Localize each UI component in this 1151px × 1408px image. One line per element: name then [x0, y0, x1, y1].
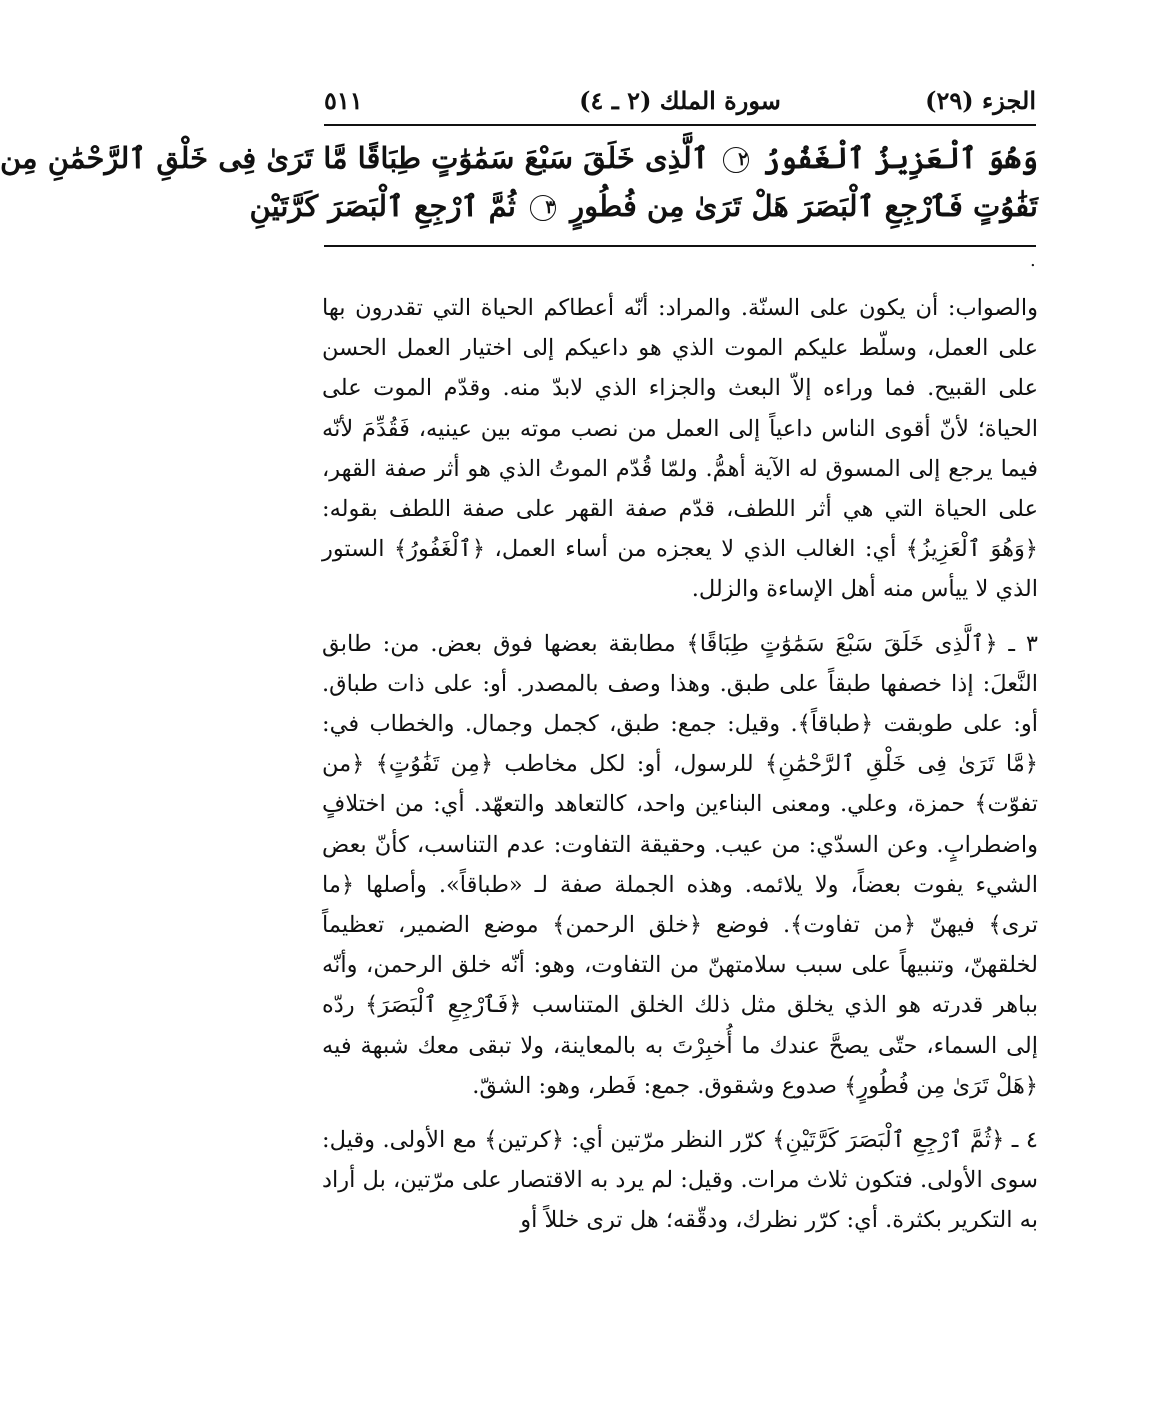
juz-label: الجزء (٢٩): [925, 86, 1036, 115]
commentary-paragraph-2: ٣ ـ ﴿ٱلَّذِى خَلَقَ سَبْعَ سَمَٰوَٰتٍ طِبَاقًا﴾ مطابقة بعضها فوق بعض. من: طابق النَّعلَ: إذا خصفها طبقاً على طبق. وهذا وصف بالمصدر. أو: على ذات طباق. أو: على طوبقت ﴿طباقاً﴾. وقيل: جمع: طبق، كجمل وجمال. والخطاب في: ﴿مَّا تَرَىٰ فِى خَلْقِ ٱلرَّحْمَٰنِ﴾ للرسول، أو: لكل مخاطب ﴿مِن تَفَٰوُتٍ﴾ ﴿من تفوّت﴾ حمزة، وعلي. ومعنى البناءين واحد، كالتعاهد والتعهّد. أي: من اختلافٍ واضطرابٍ. وعن السدّي: من عيب. وحقيقة التفاوت: عدم التناسب، كأنّ بعض الشيء يفوت بعضاً، ولا يلائمه. وهذه الجملة صفة لـ «طباقاً». وأصلها ﴿ما ترى﴾ فيهنّ ﴿من تفاوت﴾. فوضع ﴿خلق الرحمن﴾ موضع الضمير، تعظيماً لخلقهنّ، وتنبيهاً على سبب سلامتهنّ من التفاوت، وهو: أنّه خلق الرحمن، وأنّه بباهر قدرته هو الذي يخلق مثل ذلك الخلق المتناسب ﴿فَٱرْجِعِ ٱلْبَصَرَ﴾ ردّه إلى السماء، حتّى يصحَّ عندك ما أُخبِرْتَ به بالمعاينة، ولا تبقى معك شبهة فيه ﴿هَلْ تَرَىٰ مِن فُطُورٍ﴾ صدوع وشقوق. جمع: فَطر، وهو: الشقّ.: [322, 630, 1038, 1099]
quran-verses: [0, 136, 1038, 232]
ayah-number-mark: ٣: [530, 195, 556, 221]
commentary-paragraph-1: والصواب: أن يكون على السنّة. والمراد: أنّه أعطاكم الحياة التي تقدرون بها على العمل، وسلّط عليكم الموت الذي هو داعيكم إلى اختيار العمل الحسن على القبيح. فما وراءه إلاّ البعث والجزاء الذي لابدّ منه. وقدّم الموت على الحياة؛ لأنّ أقوى الناس داعياً إلى العمل من نصب موته بين عينيه، فَقُدِّمَ لأنّه فيما يرجع إلى المسوق له الآية أهمُّ. ولمّا قُدّم الموتُ الذي هو أثر صفة القهر، على الحياة التي هي أثر اللطف، قدّم صفة القهر على صفة اللطف بقوله: ﴿وَهُوَ ٱلْعَزِيزُ﴾ أي: الغالب الذي لا يعجزه من أساء العمل، ﴿ٱلْغَفُورُ﴾ الستور الذي لا ييأس منه أهل الإساءة والزلل.: [322, 295, 1038, 603]
commentary-paragraph-3: ٤ ـ ﴿ثُمَّ ٱرْجِعِ ٱلْبَصَرَ كَرَّتَيْنِ﴾ كرّر النظر مرّتين أي: ﴿كرتين﴾ مع الأولى. وقيل: سوى الأولى. فتكون ثلاث مرات. وقيل: لم يرد به الاقتصار على مرّتين، بل أراد به التكرير بكثرة. أي: كرّر نظرك، ودقّقه؛ هل ترى خللاً أو: [322, 1127, 1038, 1234]
ayah-number-mark: ٢: [723, 147, 749, 173]
verses-rule: [324, 245, 1036, 247]
verse-line-2: [249, 184, 1038, 232]
surah-title: سورة الملك (٢ ـ ٤): [579, 86, 781, 115]
verse-text: وَهُوَ ٱلْعَزِيزُ ٱلْغَفُورُ: [762, 141, 1038, 175]
page-number: ٥١١: [324, 86, 363, 115]
separator-dot: .: [1030, 250, 1036, 271]
header-rule: [324, 124, 1036, 126]
verse-text: تَفَٰوُتٍ فَٱرْجِعِ ٱلْبَصَرَ هَلْ تَرَىٰ مِن فُطُورٍ: [570, 189, 1038, 223]
commentary-text: [322, 288, 1038, 1255]
verse-text: ٱلَّذِى خَلَقَ سَبْعَ سَمَٰوَٰتٍ طِبَاقًا مَّا تَرَىٰ فِى خَلْقِ ٱلرَّحْمَٰنِ مِن: [0, 141, 709, 175]
verse-line-1: [0, 136, 1038, 184]
page-header: [324, 84, 1036, 122]
verse-text: ثُمَّ ٱرْجِعِ ٱلْبَصَرَ كَرَّتَيْنِ: [249, 189, 516, 223]
